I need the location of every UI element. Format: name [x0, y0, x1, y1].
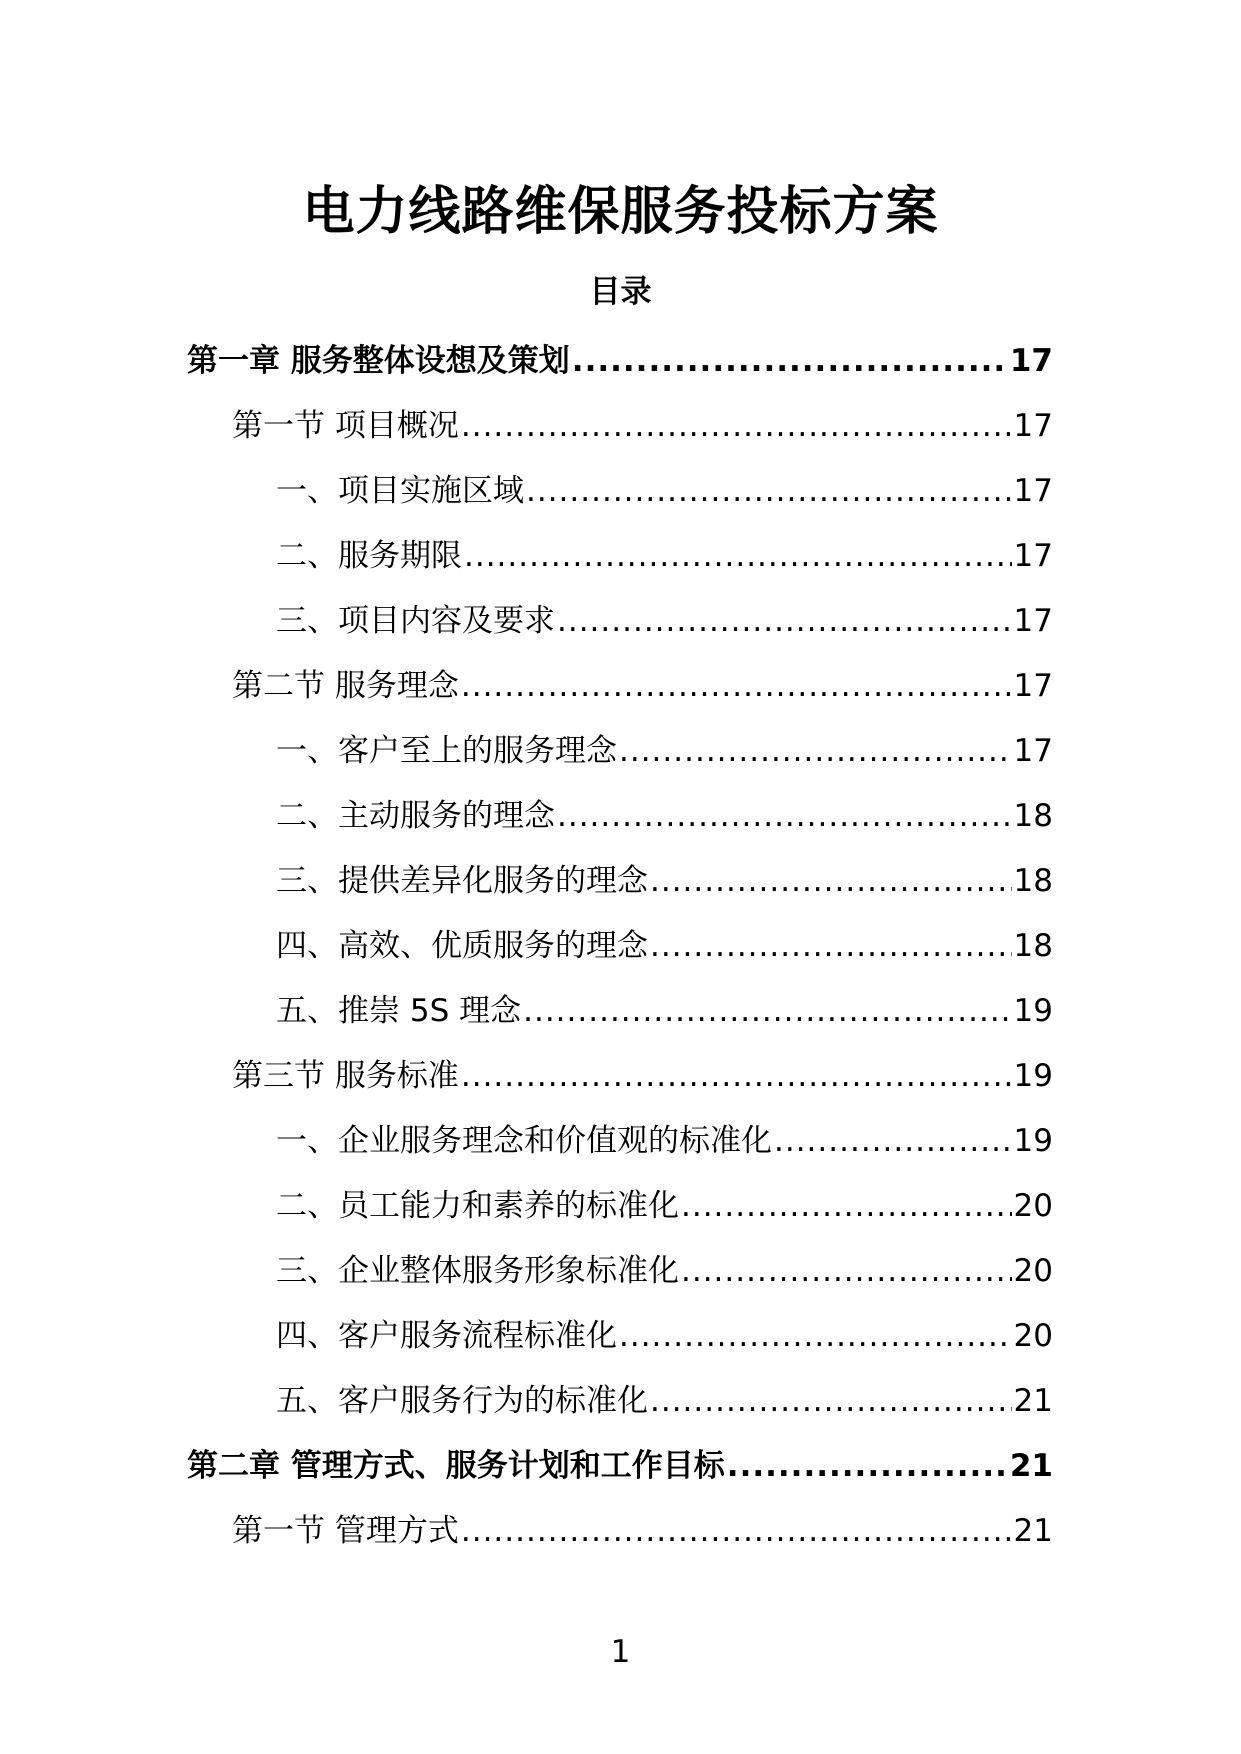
- toc-dot-leader: [650, 928, 1012, 964]
- toc-dot-leader: [572, 343, 1008, 379]
- toc-entry-text: 二、服务期限: [276, 538, 462, 574]
- toc-entry-section[interactable]: [187, 660, 1053, 725]
- toc-dot-leader: [619, 733, 1012, 769]
- toc-dot-leader: [650, 1383, 1012, 1419]
- toc-entry-text: 第一节 项目概况: [232, 408, 459, 444]
- toc-page-number: 18: [1013, 928, 1053, 964]
- toc-entry-subsection[interactable]: [187, 725, 1053, 790]
- toc-entry-subsection[interactable]: [187, 1115, 1053, 1180]
- toc-dot-leader: [461, 1513, 1012, 1549]
- toc-entry-subsection[interactable]: [187, 790, 1053, 855]
- toc-page-number: 17: [1013, 668, 1053, 704]
- toc-entry-subsection[interactable]: [187, 920, 1053, 985]
- toc-entry-section[interactable]: [187, 1505, 1053, 1570]
- toc-dot-leader: [619, 1318, 1012, 1354]
- toc-dot-leader: [461, 668, 1012, 704]
- toc-entry-subsection[interactable]: [187, 1180, 1053, 1245]
- toc-entry-text: 一、企业服务理念和价值观的标准化: [276, 1123, 772, 1159]
- toc-dot-leader: [526, 473, 1012, 509]
- toc-dot-leader: [727, 1448, 1008, 1484]
- toc-entry-text: 第二节 服务理念: [232, 668, 459, 704]
- toc-entry-subsection[interactable]: [187, 1245, 1053, 1310]
- toc-page-number: 20: [1013, 1318, 1053, 1354]
- toc-entry-subsection[interactable]: [187, 1310, 1053, 1375]
- toc-page-number: 17: [1009, 343, 1053, 379]
- toc-page-number: 17: [1013, 473, 1053, 509]
- toc-entry-text: 三、提供差异化服务的理念: [276, 863, 648, 899]
- toc-page-number: 20: [1013, 1253, 1053, 1289]
- toc-page-number: 21: [1009, 1448, 1053, 1484]
- toc-entry-section[interactable]: [187, 1050, 1053, 1115]
- page-number: 1: [610, 1634, 631, 1670]
- toc-entry-subsection[interactable]: [187, 855, 1053, 920]
- toc-page-number: 20: [1013, 1188, 1053, 1224]
- toc-page-number: 21: [1013, 1513, 1053, 1549]
- toc-dot-leader: [461, 1058, 1012, 1094]
- toc-entry-chapter[interactable]: [187, 335, 1053, 400]
- toc-page-number: 19: [1013, 1123, 1053, 1159]
- toc-entry-text: 四、客户服务流程标准化: [276, 1318, 617, 1354]
- toc-entry-text: 一、项目实施区域: [276, 473, 524, 509]
- toc-entry-subsection[interactable]: [187, 530, 1053, 595]
- toc-entry-subsection[interactable]: [187, 465, 1053, 530]
- toc-page-number: 17: [1013, 603, 1053, 639]
- toc-dot-leader: [523, 993, 1011, 1029]
- toc-entry-text: 第二章 管理方式、服务计划和工作目标: [187, 1448, 725, 1484]
- toc-dot-leader: [681, 1188, 1012, 1224]
- toc-entry-text: 二、员工能力和素养的标准化: [276, 1188, 679, 1224]
- toc-page-number: 18: [1013, 798, 1053, 834]
- document-title: 电力线路维保服务投标方案: [302, 182, 939, 242]
- toc-entry-text: 第一节 管理方式: [232, 1513, 459, 1549]
- toc-entry-subsection[interactable]: [187, 595, 1053, 660]
- toc-entry-chapter[interactable]: [187, 1440, 1053, 1505]
- toc-dot-leader: [461, 408, 1012, 444]
- toc-entry-text: 三、企业整体服务形象标准化: [276, 1253, 679, 1289]
- toc-entry-text: 一、客户至上的服务理念: [276, 733, 617, 769]
- toc-entry-text: 第三节 服务标准: [232, 1058, 459, 1094]
- toc-dot-leader: [681, 1253, 1012, 1289]
- toc-dot-leader: [557, 603, 1012, 639]
- toc-page-number: 17: [1013, 538, 1053, 574]
- toc-dot-leader: [464, 538, 1012, 574]
- toc-page-number: 21: [1013, 1383, 1053, 1419]
- toc-entry-text: 第一章 服务整体设想及策划: [187, 343, 570, 379]
- toc-dot-leader: [774, 1123, 1012, 1159]
- toc-entry-text: 四、高效、优质服务的理念: [276, 928, 648, 964]
- toc-page-number: 17: [1013, 733, 1053, 769]
- toc-entry-text: 五、客户服务行为的标准化: [276, 1383, 648, 1419]
- toc-entry-text: 三、项目内容及要求: [276, 603, 555, 639]
- toc-entry-text: 五、推崇 5S 理念: [276, 993, 522, 1029]
- toc-page-number: 19: [1013, 1058, 1053, 1094]
- toc-entry-subsection[interactable]: [187, 985, 1053, 1050]
- toc-entry-subsection[interactable]: [187, 1375, 1053, 1440]
- toc-page-number: 18: [1013, 863, 1053, 899]
- table-of-contents: [187, 335, 1053, 1570]
- toc-entry-text: 二、主动服务的理念: [276, 798, 555, 834]
- toc-page-number: 19: [1013, 993, 1053, 1029]
- toc-entry-section[interactable]: [187, 400, 1053, 465]
- toc-heading: 目录: [589, 274, 652, 310]
- toc-dot-leader: [557, 798, 1012, 834]
- toc-dot-leader: [650, 863, 1012, 899]
- toc-page-number: 17: [1013, 408, 1053, 444]
